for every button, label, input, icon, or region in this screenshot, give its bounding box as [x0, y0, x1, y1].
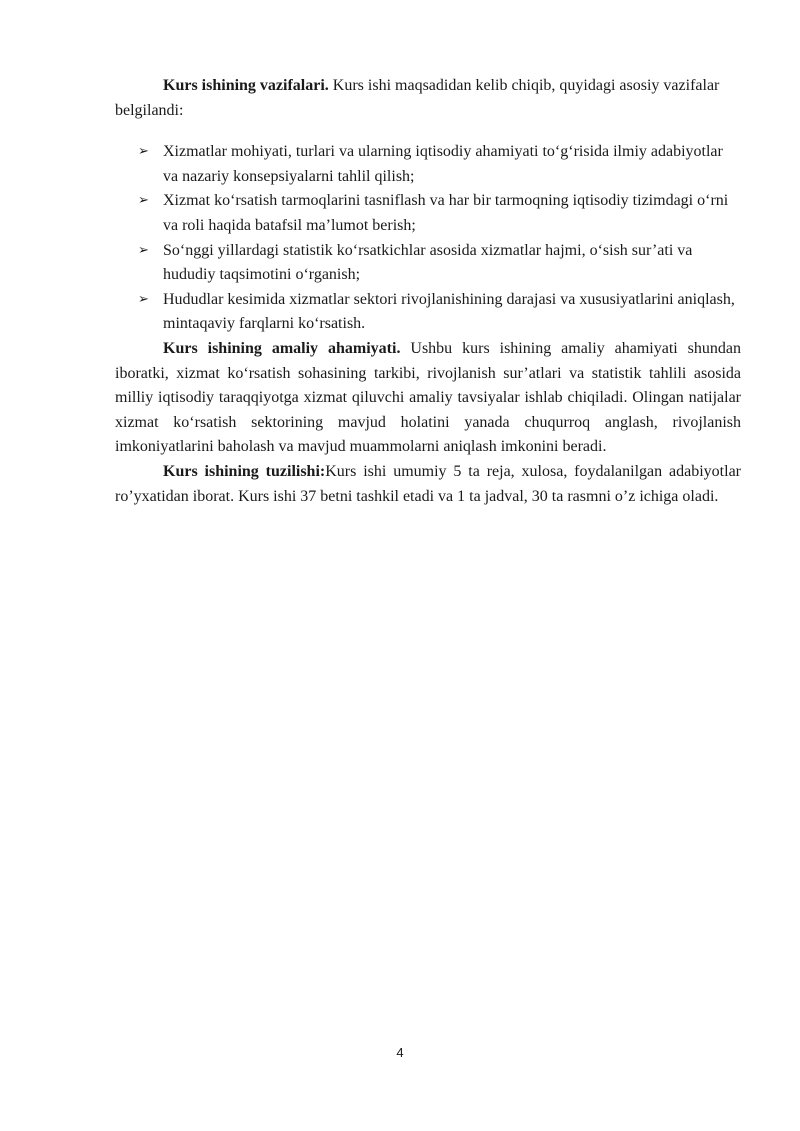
list-item-text: Xizmatlar mohiyati, turlari va ularning iqtisodiy ahamiyati to‘g‘risida ilmiy adabiyotlar va nazariy konsepsiyalarni tahlil qilish;	[163, 143, 723, 185]
list-item	[115, 140, 741, 189]
arrow-bullet-icon: ➢	[138, 291, 149, 307]
list-item-text: So‘nggi yillardagi statistik ko‘rsatkichlar asosida xizmatlar hajmi, o‘sish sur’ati va hududiy taqsimotini o‘rganish;	[163, 241, 693, 284]
document-page	[115, 74, 741, 509]
structure-text: Kurs ishi umumiy 5 ta reja, xulosa, foydalanilgan adabiyotlar ro’yxatidan iborat. Kurs ishi 37 betni tashkil etadi va 1 ta jadval, 30 ta rasmni o’z ichiga oladi.	[115, 462, 741, 505]
list-item-text: Hududlar kesimida xizmatlar sektori rivojlanishining darajasi va xususiyatlarini aniqlash, mintaqaviy farqlarni ko‘rsatish.	[163, 290, 735, 333]
arrow-bullet-icon: ➢	[138, 242, 149, 258]
arrow-bullet-icon: ➢	[138, 193, 149, 209]
tasks-intro-text: Kurs ishi maqsadidan kelib chiqib, quyidagi asosiy vazifalar belgilandi:	[115, 77, 720, 119]
tasks-paragraph	[115, 74, 741, 123]
page-number: 4	[396, 1045, 404, 1060]
practical-significance-paragraph	[115, 337, 741, 460]
tasks-heading: Kurs ishining vazifalari.	[163, 77, 329, 94]
list-item	[115, 288, 741, 337]
structure-heading: Kurs ishining tuzilishi:	[163, 462, 326, 480]
structure-paragraph	[115, 460, 741, 509]
list-item	[115, 189, 741, 238]
practical-significance-heading: Kurs ishining amaliy ahamiyati.	[163, 339, 401, 357]
practical-significance-text: Ushbu kurs ishining amaliy ahamiyati shundan iboratki, xizmat ko‘rsatish sohasining tarkibi, rivojlanish sur’atlari va statistik tahlili asosida milliy iqtisodiy taraqqiyotga xizmat qiluvchi amaliy tavsiyalar ishlab chiqiladi. Olingan natijalar xizmat ko‘rsatish sektorining mavjud holatini yanada chuqurroq anglash, rivojlanish imkoniyatlarini baholash va mavjud muammolarni aniqlash imkonini beradi.	[115, 339, 742, 456]
tasks-list	[115, 140, 741, 337]
list-item	[115, 239, 741, 288]
arrow-bullet-icon: ➢	[138, 144, 149, 160]
list-item-text: Xizmat ko‘rsatish tarmoqlarini tasniflash va har bir tarmoqning iqtisodiy tizimdagi o‘rni va roli haqida batafsil ma’lumot berish;	[163, 192, 729, 234]
